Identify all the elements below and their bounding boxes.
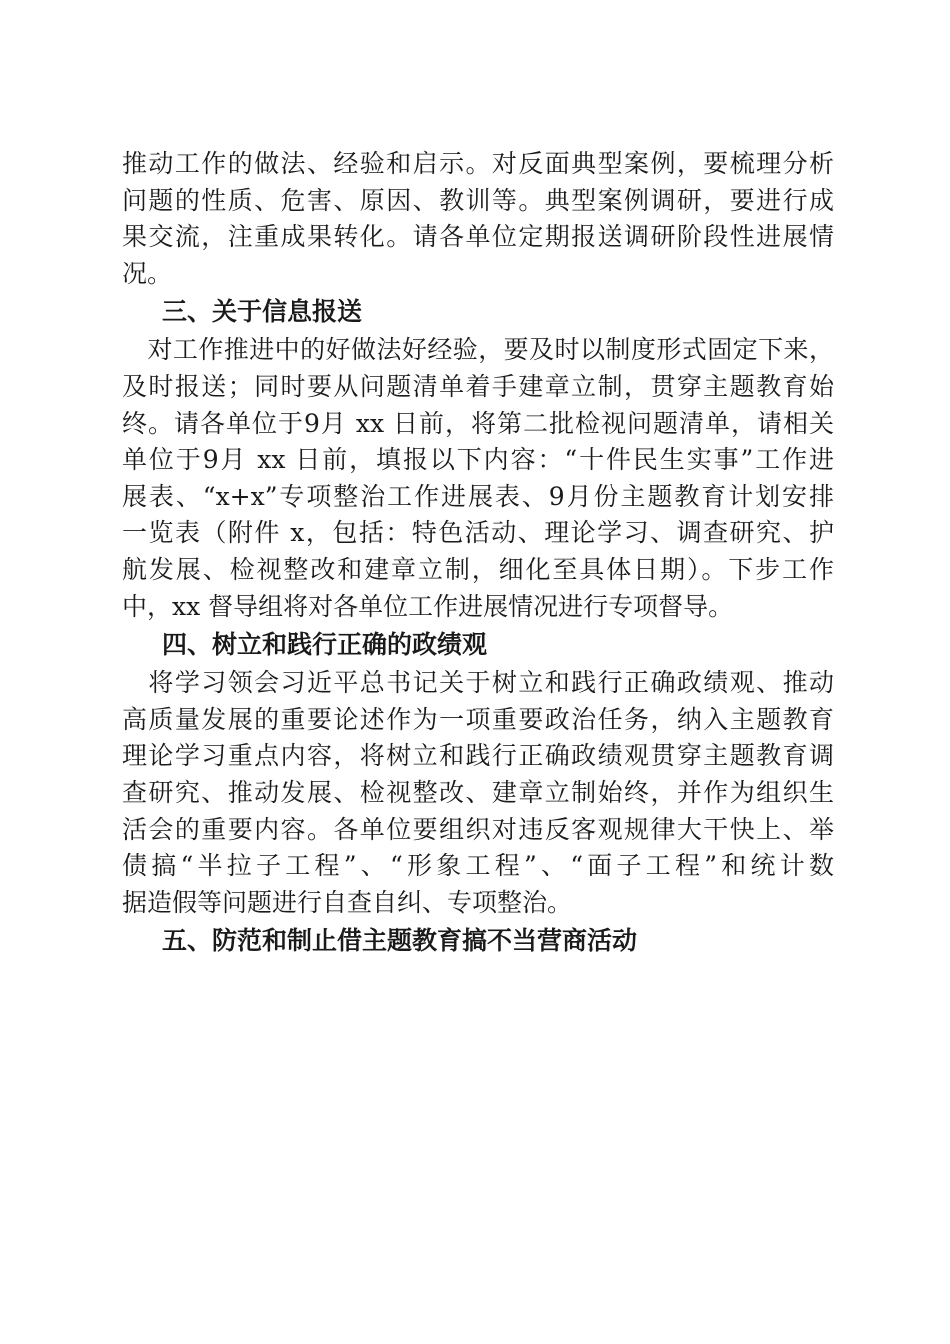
text-line: 据造假等问题进行自查自纠、专项整治。 (122, 887, 573, 917)
text-line: 高质量发展的重要论述作为一项重要政治任务，纳入主题教育 (122, 704, 834, 734)
text-line: 活会的重要内容。各单位要组织对违反客观规律大干快上、举 (122, 814, 834, 844)
section-information-reporting (122, 292, 834, 625)
text-line: 展表、“x+x”专项整治工作进展表、9月份主题教育计划安排 (122, 481, 834, 511)
text-line: 对工作推进中的好做法好经验，要及时以制度形式固定下来， (122, 335, 834, 365)
section-improper-business (122, 921, 834, 961)
section-paragraph (122, 665, 834, 921)
text-line: 终。请各单位于9月 xx 日前，将第二批检视问题清单，请相关 (122, 408, 834, 438)
text-line: 航发展、检视整改和建章立制，细化至具体日期）。下步工作 (122, 554, 834, 584)
text-line: 理论学习重点内容，将树立和践行正确政绩观贯穿主题教育调 (122, 741, 834, 771)
text-line: 推动工作的做法、经验和启示。对反面典型案例，要梳理分析 (122, 149, 834, 178)
text-line: 问题的性质、危害、原因、教训等。典型案例调研，要进行成 (122, 185, 834, 215)
text-line: 一览表（附件 x，包括：特色活动、理论学习、调查研究、护 (122, 518, 834, 548)
text-line: 单位于9月 xx 日前，填报以下内容：“十件民生实事”工作进 (122, 445, 834, 475)
text-line: 中，xx 督导组将对各单位工作进展情况进行专项督导。 (122, 591, 734, 621)
section-heading: 五、防范和制止借主题教育搞不当营商活动 (162, 926, 638, 956)
text-line: 况。 (122, 258, 173, 288)
document-body (122, 146, 834, 961)
section-heading: 三、关于信息报送 (162, 297, 363, 327)
intro-paragraph (122, 146, 834, 292)
section-performance-view (122, 625, 834, 921)
text-line: 将学习领会习近平总书记关于树立和践行正确政绩观、推动 (122, 668, 834, 698)
text-line: 债搞“半拉子工程”、“形象工程”、“面子工程”和统计数 (122, 851, 834, 881)
text-line: 及时报送；同时要从问题清单着手建章立制，贯穿主题教育始 (122, 371, 834, 401)
text-line: 果交流，注重成果转化。请各单位定期报送调研阶段性进展情 (122, 222, 834, 252)
text-line: 查研究、推动发展、检视整改、建章立制始终，并作为组织生 (122, 777, 834, 807)
section-paragraph (122, 332, 834, 625)
section-heading: 四、树立和践行正确的政绩观 (162, 630, 488, 660)
